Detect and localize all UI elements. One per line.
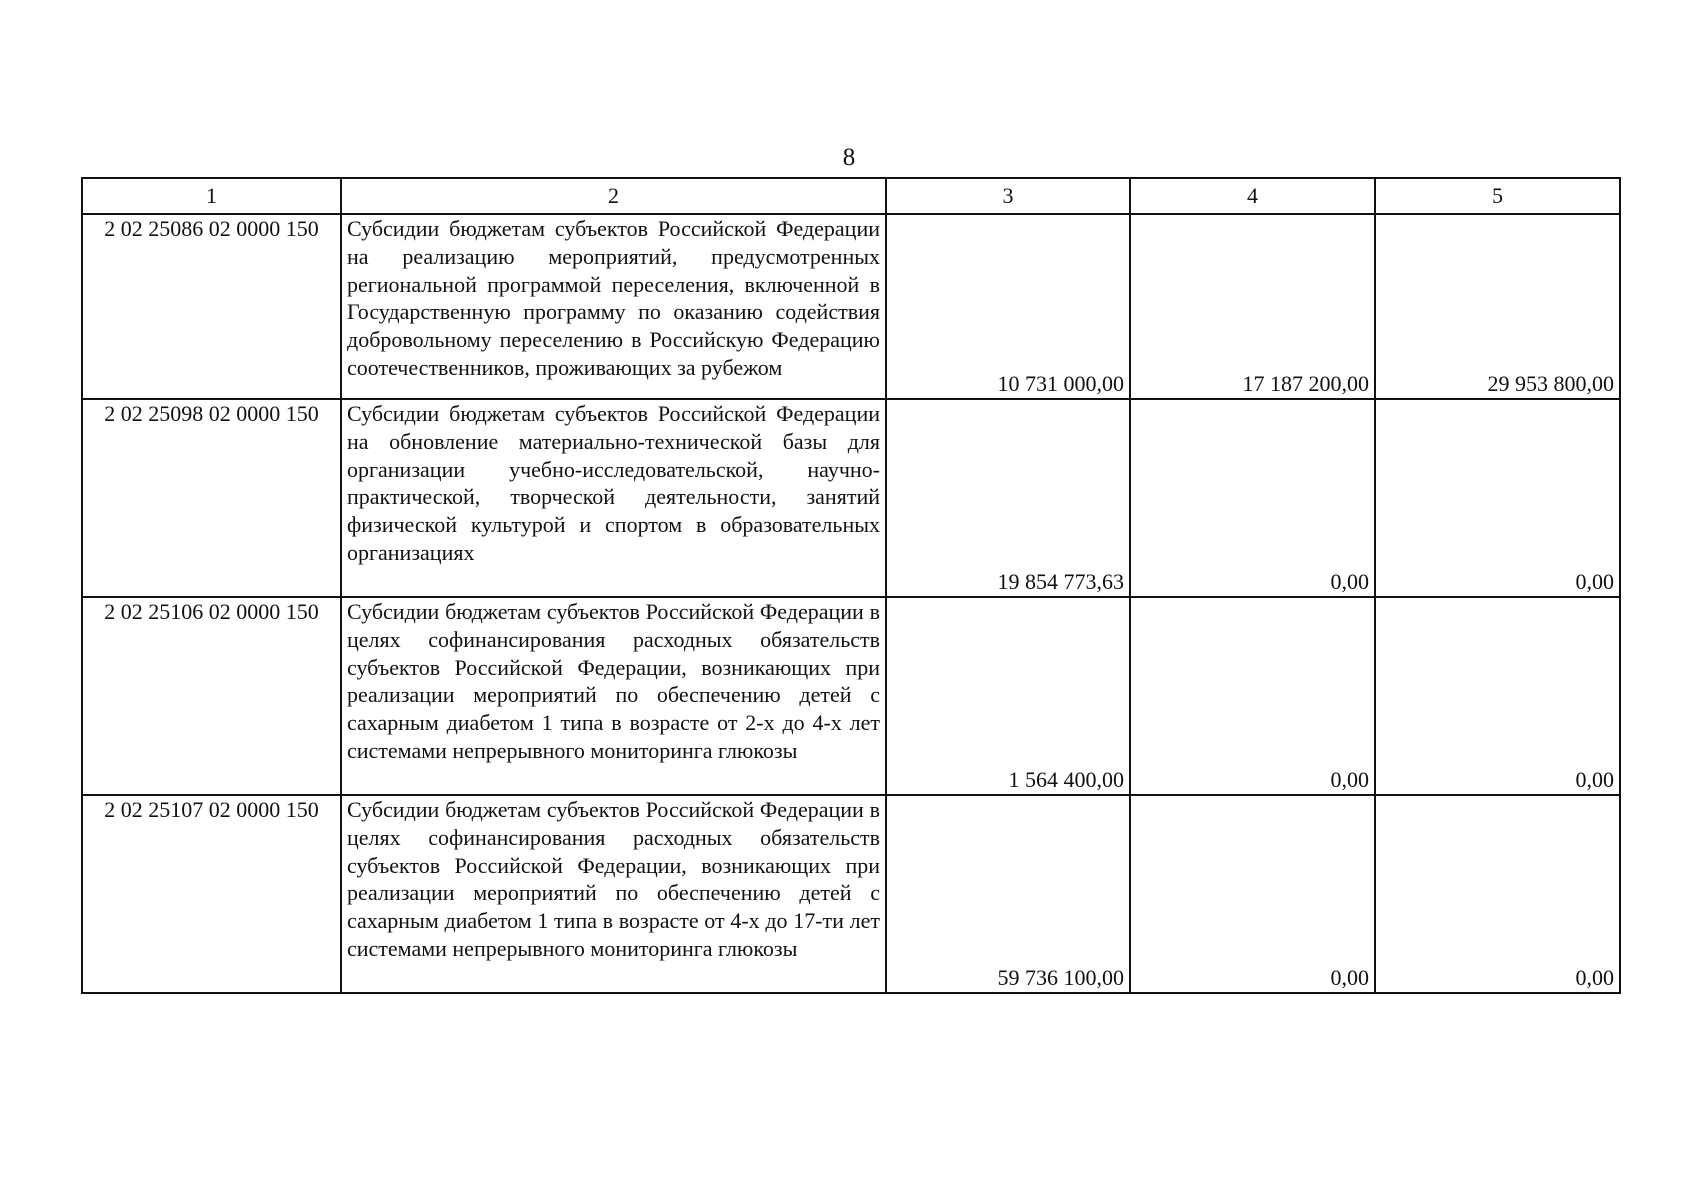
description-cell: Субсидии бюджетам субъектов Российской Федерации в целях софинансирования расходных обязательств субъектов Российской Федерации, возникающих при реализации мероприятий по обеспечению детей с сахарным диабетом 1 типа в возрасте от 4-х до 17-ти лет системами непрерывного мониторинга глюкозы (341, 795, 886, 993)
table-body (82, 214, 1620, 993)
amount-col3-cell: 10 731 000,00 (886, 214, 1130, 399)
budget-code-cell: 2 02 25107 02 0000 150 (82, 795, 341, 993)
amount-col5-cell: 29 953 800,00 (1375, 214, 1620, 399)
column-header-3: 3 (886, 178, 1130, 214)
amount-col3-cell: 19 854 773,63 (886, 399, 1130, 597)
amount-col3-cell: 1 564 400,00 (886, 597, 1130, 795)
header-row (82, 178, 1620, 214)
description-cell: Субсидии бюджетам субъектов Российской Федерации в целях софинансирования расходных обязательств субъектов Российской Федерации, возникающих при реализации мероприятий по обеспечению детей с сахарным диабетом 1 типа в возрасте от 2-х до 4-х лет системами непрерывного мониторинга глюкозы (341, 597, 886, 795)
budget-table (81, 177, 1621, 994)
budget-code-cell: 2 02 25106 02 0000 150 (82, 597, 341, 795)
description-cell: Субсидии бюджетам субъектов Российской Федерации на обновление материально-технической базы для организации учебно-исследовательской, научно-практической, творческой деятельности, занятий физической культурой и спортом в образовательных организациях (341, 399, 886, 597)
page-number: 8 (842, 144, 856, 171)
amount-col4-cell: 0,00 (1130, 795, 1375, 993)
column-header-4: 4 (1130, 178, 1375, 214)
amount-col4-cell: 17 187 200,00 (1130, 214, 1375, 399)
description-cell: Субсидии бюджетам субъектов Российской Федерации на реализацию мероприятий, предусмотренных региональной программой переселения, включенной в Государственную программу по оказанию содействия добровольному переселению в Российскую Федерацию соотечественников, проживающих за рубежом (341, 214, 886, 399)
table-row (82, 214, 1620, 399)
amount-col5-cell: 0,00 (1375, 597, 1620, 795)
amount-col5-cell: 0,00 (1375, 399, 1620, 597)
table-row (82, 795, 1620, 993)
table-row (82, 399, 1620, 597)
column-header-5: 5 (1375, 178, 1620, 214)
amount-col4-cell: 0,00 (1130, 597, 1375, 795)
table-header (82, 178, 1620, 214)
amount-col4-cell: 0,00 (1130, 399, 1375, 597)
column-header-2: 2 (341, 178, 886, 214)
budget-code-cell: 2 02 25098 02 0000 150 (82, 399, 341, 597)
budget-code-cell: 2 02 25086 02 0000 150 (82, 214, 341, 399)
amount-col5-cell: 0,00 (1375, 795, 1620, 993)
table-row (82, 597, 1620, 795)
column-header-1: 1 (82, 178, 341, 214)
amount-col3-cell: 59 736 100,00 (886, 795, 1130, 993)
